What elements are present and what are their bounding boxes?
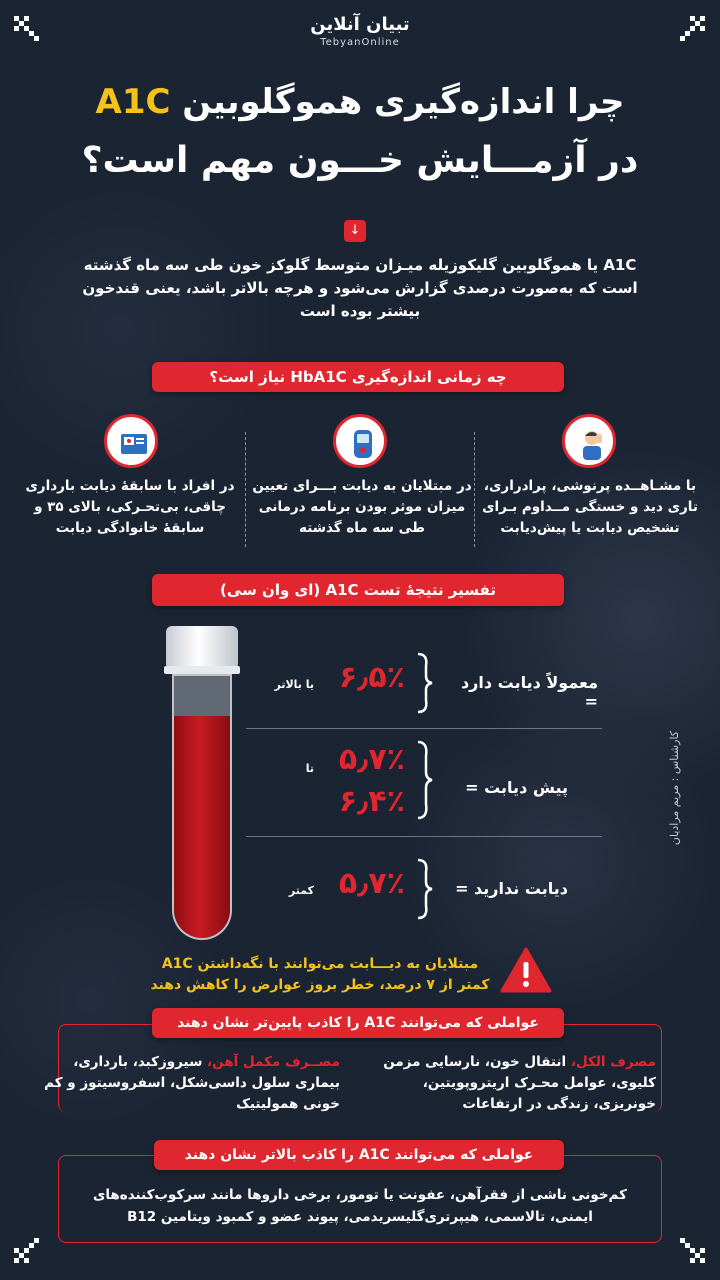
- corner-ornament-bottom-right: [680, 1238, 706, 1264]
- brand-name-en: TebyanOnline: [320, 37, 400, 48]
- false-low-right-text: [366, 1052, 656, 1115]
- expert-credit-text: کارشناس : مریم مرادیان: [668, 730, 681, 846]
- column-divider: [245, 432, 246, 547]
- test-tube-illustration: [166, 626, 238, 944]
- glucometer-icon: [333, 414, 387, 468]
- result-connector-to: تا: [305, 762, 314, 775]
- warning-text: مبتلایان به دیـــابت می‌توانند با نگه‌داشتن A1C کمتر از ۷ درصد، خطر بروز عوارض را کاهش دهند: [150, 956, 490, 993]
- expert-credit: [668, 718, 688, 858]
- when-item-1: با مشـاهــده پرنوشی، پرادراری، تاری دید و خستگی مــداوم بـرای تشخیص دیابت یا پیش‌دیابت: [482, 478, 698, 536]
- false-high-text: کم‌خونی ناشی از فقرآهن، عفونت یا تومور، برخی داروها مانند سرکوب‌کننده‌های ایمنی، تالاسمی، هیپرتری‌گلیسریدمی، پیوند عضو و کمبود ویتامین B12: [92, 1187, 627, 1225]
- brace-icon: [414, 740, 434, 820]
- brand-name-fa: تبیان آنلاین: [310, 14, 410, 35]
- result-label-prediabetes: پیش دیابت =: [465, 778, 568, 797]
- medical-record-icon: [104, 414, 158, 468]
- brand-logo: [300, 14, 420, 48]
- result-label-diabetes: معمولاً دیابت دارد =: [460, 673, 598, 711]
- brace-icon: [414, 652, 434, 714]
- result-suffix-diabetes: یا بالاتر: [274, 678, 314, 691]
- warning-icon: [500, 946, 552, 994]
- result-value-diabetes: ۶٫۵٪: [338, 660, 405, 695]
- section-heading-interpretation: تفسیر نتیجهٔ تست A1C (ای وان سی): [152, 574, 564, 606]
- title-prefix: چرا اندازه‌گیری هموگلوبین: [182, 82, 625, 122]
- result-value-prediabetes-low: ۵٫۷٪: [338, 742, 405, 777]
- brace-icon: [414, 858, 434, 920]
- section-heading-false-low: عواملی که می‌توانند A1C را کاذب پایین‌تر نشان دهند: [152, 1008, 564, 1038]
- false-low-left-rest: سیروزکبد، بارداری، بیماری سلول داسی‌شکل، اسفروسیتوز و کم خونی همولیتیک: [44, 1054, 340, 1112]
- result-label-no-diabetes: دیابت ندارید =: [455, 879, 568, 898]
- corner-ornament-top-left: [14, 16, 40, 42]
- result-separator: [246, 836, 602, 837]
- page-title-line2: در آزمـــایش خـــون مهم است؟: [81, 140, 639, 181]
- false-low-right-highlight: مصرف الکل،: [570, 1054, 656, 1070]
- section-heading-when: چه زمانی اندازه‌گیری HbA1C نیاز است؟: [152, 362, 564, 392]
- page-title-line1: [0, 82, 720, 122]
- title-highlight: A1C: [95, 82, 171, 122]
- when-item-2: در مبتلایان به دیابت بـــرای تعیین میزان موثر بودن برنامه درمانی طی سه ماه گذشته: [252, 478, 472, 536]
- headache-person-icon: [562, 414, 616, 468]
- column-divider: [474, 432, 475, 547]
- result-value-no-diabetes: ۵٫۷٪: [338, 866, 405, 901]
- when-item-3: در افراد با سابقهٔ دیابت بارداری چاقی، بی‌تحـرکی، بالای ۳۵ و سابقهٔ خانوادگی دیابت: [25, 478, 235, 536]
- result-separator: [246, 728, 602, 729]
- arrow-down-icon: ↓: [344, 220, 366, 242]
- section-heading-false-high: عواملی که می‌توانند A1C را کاذب بالاتر نشان دهند: [154, 1140, 564, 1170]
- false-low-left-text: [40, 1052, 340, 1115]
- intro-text: A1C یا هموگلوبین گلیکوزیله میـزان متوسط گلوکز خون طی سه ماه گذشته است که به‌صورت درصدی گزارش می‌شود و هرچه بالاتر باشد، یعنی قندخون بیشتر بوده است: [82, 256, 638, 320]
- result-suffix-no-diabetes: کمتر: [288, 884, 314, 897]
- result-value-prediabetes-high: ۶٫۴٪: [338, 784, 405, 819]
- corner-ornament-top-right: [680, 16, 706, 42]
- false-low-right-rest: انتقال خون، نارسایی مزمن کلیوی، عوامل محـرک اریتروپویتین، خونریزی، زندگی در ارتفاعات: [383, 1054, 656, 1112]
- corner-ornament-bottom-left: [14, 1238, 40, 1264]
- false-low-left-highlight: مصــرف مکمل آهن،: [207, 1054, 340, 1070]
